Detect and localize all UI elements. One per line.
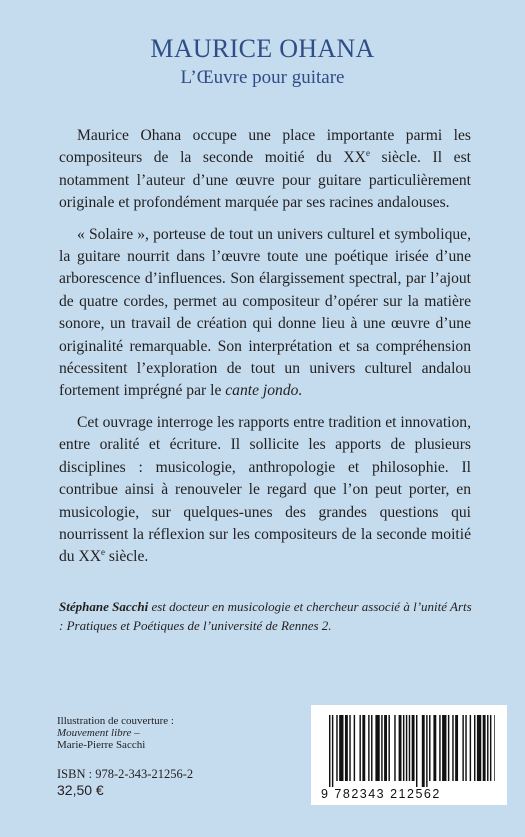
barcode-bar: [368, 715, 369, 781]
barcode-bar: [439, 715, 440, 781]
paragraph-1: Maurice Ohana occupe une place importante parmi les compositeurs de la seconde moitié du XXe siècle. Il est notamment l’auteur d’une œuvre pour guitare particulièrement originale et profondément marquée par ses racines andalouses.: [59, 127, 471, 212]
barcode-bar: [477, 715, 481, 781]
author-bio: Stéphane Sacchi est docteur en musicologie et chercheur associé à l’unité Arts : Pratiques et Poétiques de l’université de Rennes 2.: [59, 599, 472, 633]
book-title: MAURICE OHANA: [150, 34, 375, 63]
title-block: [0, 34, 525, 90]
price: 32,50 €: [57, 782, 104, 798]
barcode-bar: [362, 715, 365, 781]
barcode-bar: [371, 715, 372, 781]
paragraph-3: Cet ouvrage interroge les rapports entre tradition et innovation, entre oralité et écriture. Il sollicite les apports de plusieurs disciplines : musicologie, anthropologie et philosophie. Il contribue ainsi à renouveler le regard que l’on peut porter, en musicologie, sur quelques-unes des grandes questions qui nourrissent la réflexion sur les compositeurs de la seconde moitié du XXe siècle.: [59, 413, 471, 566]
barcode-icon: [329, 715, 495, 787]
barcode-bar: [388, 715, 389, 781]
barcode-bar: [406, 715, 407, 781]
barcode-bar: [474, 715, 475, 781]
barcode-bar: [455, 715, 458, 781]
barcode-bar: [465, 715, 466, 781]
barcode-bar: [384, 715, 387, 781]
barcode-bar: [452, 715, 453, 781]
barcode-bar: [375, 715, 379, 781]
barcode-bar: [470, 715, 471, 781]
isbn: ISBN : 978-2-343-21256-2: [57, 767, 194, 781]
barcode-bar: [490, 715, 491, 781]
cover-credits: Illustration de couverture : Mouvement libre – Marie-Pierre Sacchi: [57, 715, 174, 751]
barcode-bar: [339, 715, 343, 781]
barcode-bar: [403, 715, 404, 781]
barcode-bar: [409, 715, 410, 781]
author-name: Stéphane Sacchi: [59, 599, 149, 614]
barcode-bar: [332, 715, 333, 787]
book-subtitle: L’Œuvre pour guitare: [180, 67, 345, 88]
barcode-bar: [429, 715, 430, 781]
barcode-bar: [416, 715, 417, 787]
barcode-digits: 9 782343 212562: [321, 787, 441, 801]
barcode-bar: [329, 715, 330, 787]
barcode-bar: [442, 715, 446, 781]
barcode-bar: [394, 715, 395, 781]
barcode-bar: [487, 715, 488, 781]
barcode-bar: [483, 715, 486, 781]
back-cover-text: [59, 125, 471, 578]
barcode-bar: [412, 715, 415, 781]
barcode-bar: [433, 715, 436, 781]
barcode-bar: [422, 715, 425, 787]
barcode-bar: [354, 715, 355, 781]
barcode-box: [311, 705, 507, 805]
barcode-bar: [345, 715, 348, 781]
barcode-bar: [349, 715, 350, 781]
barcode-bar: [336, 715, 337, 781]
barcode-bar: [359, 715, 360, 781]
barcode-bar: [462, 715, 463, 781]
paragraph-2: « Solaire », porteuse de tout un univers culturel et symbolique, la guitare nourrit dans l’œuvre toute une poétique irisée d’une arborescence d’influences. Son élargissement spectral, par l’ajout de quatre cordes, permet au compositeur d’opérer sur la matière sonore, un travail de création qui donne lieu à une œuvre d’une originalité remarquable. Son interprétation et sa compréhension nécessitent l’exploration de tout un univers culturel andalou fortement imprégné par le cante jondo.: [59, 225, 471, 400]
barcode-bar: [494, 715, 495, 781]
barcode-bar: [448, 715, 449, 781]
barcode-bar: [381, 715, 382, 781]
barcode-bar: [426, 715, 427, 787]
barcode-bar: [399, 715, 402, 781]
